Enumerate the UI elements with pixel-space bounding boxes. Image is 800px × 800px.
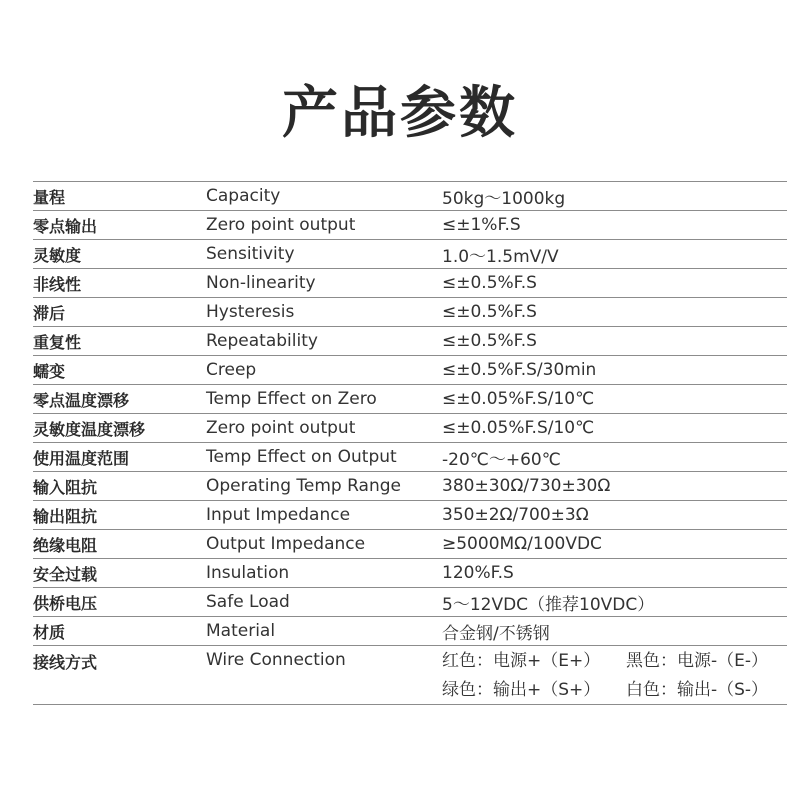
- wire-line-signal: [442, 679, 787, 708]
- table-row-material: [33, 617, 787, 646]
- spec-table: [33, 181, 787, 705]
- param-name-cn: 供桥电压: [33, 593, 98, 613]
- param-name-en: Wire Connection: [206, 650, 346, 670]
- param-name-cn: 非线性: [33, 274, 82, 294]
- param-name-cn: 输入阻抗: [33, 477, 98, 497]
- param-name-cn: 使用温度范围: [33, 448, 130, 468]
- table-row-input-impedance: [33, 472, 787, 501]
- param-value: ≤±0.5%F.S/30min: [442, 360, 597, 380]
- param-name-cn: 重复性: [33, 332, 82, 352]
- param-name-en: Output Impedance: [206, 534, 366, 554]
- param-name-cn: 输出阻抗: [33, 506, 98, 526]
- table-row-operating-temp: [33, 443, 787, 472]
- table-row-non-linearity: [33, 269, 787, 298]
- param-name-en: Repeatability: [206, 331, 318, 351]
- table-row-wire-connection: [33, 646, 787, 705]
- table-row-capacity: [33, 182, 787, 211]
- param-value: 120%F.S: [442, 563, 514, 583]
- param-name-en: Zero point output: [206, 418, 356, 438]
- param-name-en: Zero point output: [206, 215, 356, 235]
- param-value: ≤±0.5%F.S: [442, 331, 537, 351]
- param-name-cn: 安全过载: [33, 564, 98, 584]
- wire-red: 红色：电源+（E+）: [442, 651, 601, 671]
- param-name-en: Insulation: [206, 563, 290, 583]
- param-value: 380±30Ω/730±30Ω: [442, 476, 611, 496]
- param-name-en: Sensitivity: [206, 244, 295, 264]
- param-name-cn: 绝缘电阻: [33, 535, 98, 555]
- param-name-cn: 量程: [33, 187, 66, 207]
- param-name-en: Non-linearity: [206, 273, 316, 293]
- wire-connection-values: [442, 646, 787, 708]
- param-value: ≤±0.5%F.S: [442, 302, 537, 322]
- table-row-insulation: [33, 530, 787, 559]
- param-name-cn: 灵敏度温度漂移: [33, 419, 146, 439]
- param-name-en: Material: [206, 621, 276, 641]
- page-title: 产品参数: [282, 81, 518, 146]
- param-name-cn: 灵敏度: [33, 245, 82, 265]
- param-value: 5～12VDC（推荐10VDC）: [442, 594, 655, 615]
- table-row-zero-output: [33, 211, 787, 240]
- param-value: 350±2Ω/700±3Ω: [442, 505, 589, 525]
- param-value: ≤±1%F.S: [442, 215, 521, 235]
- param-name-cn: 蠕变: [33, 361, 66, 381]
- param-name-en: Temp Effect on Output: [206, 447, 397, 467]
- table-row-creep: [33, 356, 787, 385]
- param-value: 50kg～1000kg: [442, 188, 566, 209]
- table-row-sensitivity: [33, 240, 787, 269]
- table-row-output-impedance: [33, 501, 787, 530]
- param-value: 合金钢/不锈钢: [442, 623, 550, 644]
- param-name-cn: 零点输出: [33, 216, 98, 236]
- table-row-excitation-voltage: [33, 588, 787, 617]
- param-name-en: Temp Effect on Zero: [206, 389, 377, 409]
- param-name-cn: 滞后: [33, 303, 66, 323]
- param-value: ≤±0.5%F.S: [442, 273, 537, 293]
- table-row-repeatability: [33, 327, 787, 356]
- param-name-en: Creep: [206, 360, 257, 380]
- param-name-en: Capacity: [206, 186, 281, 206]
- wire-line-power: [442, 650, 787, 679]
- param-name-en: Hysteresis: [206, 302, 295, 322]
- param-value: ≥5000MΩ/100VDC: [442, 534, 602, 554]
- param-name-cn: 零点温度漂移: [33, 390, 130, 410]
- wire-black: 黑色：电源-（E-）: [626, 651, 769, 671]
- param-name-cn: 材质: [33, 622, 66, 642]
- param-name-en: Operating Temp Range: [206, 476, 401, 496]
- param-name-cn: 接线方式: [33, 653, 98, 672]
- param-value: 1.0～1.5mV/V: [442, 246, 559, 267]
- param-value: ≤±0.05%F.S/10℃: [442, 389, 595, 409]
- table-row-hysteresis: [33, 298, 787, 327]
- param-value: -20℃～+60℃: [442, 449, 561, 470]
- param-value: ≤±0.05%F.S/10℃: [442, 418, 595, 438]
- param-name-en: Input Impedance: [206, 505, 351, 525]
- table-row-sensitivity-temp-drift: [33, 414, 787, 443]
- table-row-safe-overload: [33, 559, 787, 588]
- wire-white: 白色：输出-（S-）: [626, 680, 769, 700]
- param-name-en: Safe Load: [206, 592, 290, 612]
- wire-green: 绿色：输出+（S+）: [442, 680, 601, 700]
- table-row-zero-temp-drift: [33, 385, 787, 414]
